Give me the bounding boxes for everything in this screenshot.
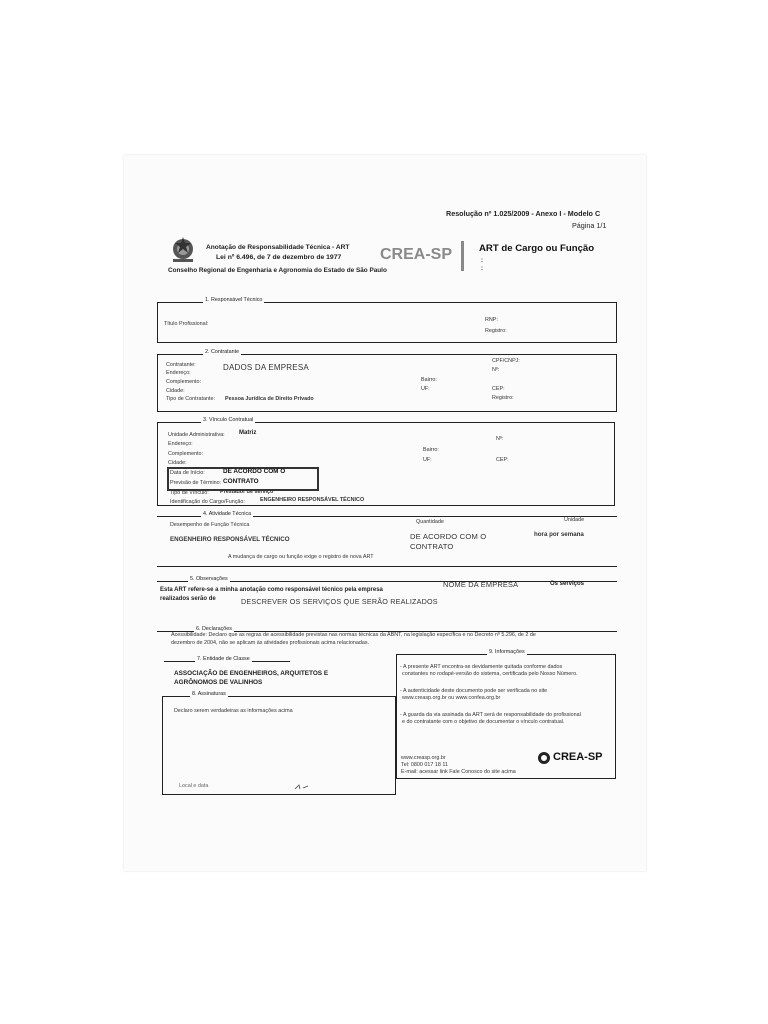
dados-empresa-text: DADOS DA EMPRESA bbox=[223, 363, 309, 372]
previsao-termino-value: CONTRATO bbox=[223, 478, 259, 485]
sec2-registro-label: Registro: bbox=[492, 395, 514, 401]
data-inicio-label: Data de Início: bbox=[170, 470, 205, 476]
descrever-servicos-text: DESCREVER OS SERVIÇOS QUE SERÃO REALIZADOS bbox=[241, 597, 438, 606]
sec3-numero-label: Nº: bbox=[496, 436, 504, 442]
titulo-profissional-label: Título Profissional: bbox=[164, 321, 209, 327]
rnp-label: RNP: bbox=[485, 317, 498, 323]
quantidade-value-line1: DE ACORDO COM O bbox=[410, 532, 487, 541]
sec2-bairro-label: Bairro: bbox=[421, 377, 437, 383]
observacoes-line1: Esta ART refere-se a minha anotação como responsável técnico pela empresa bbox=[160, 587, 383, 593]
doc-type-title: ART de Cargo ou Função bbox=[479, 243, 595, 254]
tipo-contratante-value: Pessoa Jurídica de Direito Privado bbox=[225, 396, 314, 402]
unidade-admin-label: Unidade Administrativa: bbox=[168, 432, 225, 438]
pagina-text: Página 1/1 bbox=[572, 221, 607, 230]
sec3-complemento-label: Complemento: bbox=[168, 451, 204, 457]
sec9-title: 9. Informações bbox=[489, 649, 525, 655]
sec1-title: 1. Responsável Técnico bbox=[205, 297, 263, 303]
data-inicio-value: DE ACORDO COM O bbox=[223, 468, 286, 475]
complemento-label: Complemento: bbox=[166, 379, 202, 385]
declaracao-line2: dezembro de 2004, não se aplicam às atividades profissionais acima relacionadas. bbox=[171, 640, 370, 646]
resolucao-text: Resolução nº 1.025/2009 - Anexo I - Modelo C bbox=[446, 209, 601, 218]
sec2-cep-label: CEP: bbox=[492, 386, 505, 392]
sec3-uf-label: UF: bbox=[423, 457, 432, 463]
sec3-endereco-label: Endereço: bbox=[168, 441, 193, 447]
sec6-title: 6. Declarações bbox=[196, 626, 232, 632]
header-divider bbox=[461, 241, 464, 271]
site-text: www.creasp.org.br bbox=[401, 755, 446, 761]
art-title-text: Anotação de Responsabilidade Técnica - ART bbox=[206, 244, 350, 251]
crea-sp-footer-text: CREA-SP bbox=[553, 751, 603, 763]
info1-line1: - A presente ART encontra-se devidamente quitada conforme dados bbox=[400, 664, 563, 670]
sec1-box bbox=[157, 302, 617, 343]
email-text: E-mail: acessar link Fale Conosco do site acima bbox=[401, 769, 516, 775]
sec4-title: 4. Atividade Técnica bbox=[203, 511, 252, 517]
sec2-title: 2. Contratante bbox=[205, 349, 240, 355]
tipo-vinculo-value: Prestador de serviço bbox=[220, 489, 274, 495]
info3-line2: e do contratante com o objetivo de documentar o vínculo contratual. bbox=[402, 719, 565, 725]
mudanca-text: A mudança de cargo ou função exige o registro de nova ART bbox=[228, 554, 374, 560]
colon-2: : bbox=[481, 266, 483, 272]
sec7-title: 7. Entidade de Classe bbox=[197, 656, 250, 662]
endereco-label: Endereço: bbox=[166, 370, 191, 376]
local-data-label: Local e data bbox=[179, 783, 209, 789]
crea-sp-footer-logo bbox=[537, 751, 609, 766]
desempenho-label: Desempenho de Função Técnica bbox=[170, 522, 250, 528]
lei-text: Lei nº 6.496, de 7 de dezembro de 1977 bbox=[216, 254, 342, 261]
signature-mark-icon bbox=[294, 783, 310, 791]
eng-resp-tecnico-text: ENGENHEIRO RESPONSÁVEL TÉCNICO bbox=[170, 536, 290, 543]
art-document-page bbox=[124, 155, 646, 871]
info1-line2: constantes no rodapé-versão do sistema, certificada pelo Nosso Número. bbox=[402, 671, 578, 677]
sec5-title: 5. Observações bbox=[190, 576, 228, 582]
quantidade-label: Quantidade bbox=[416, 519, 444, 525]
tel-text: Tel: 0800 017 18 11 bbox=[401, 762, 448, 768]
sec8-title: 8. Assinaturas bbox=[192, 691, 226, 697]
brasao-icon bbox=[168, 235, 198, 265]
sec4-bottom-rule bbox=[157, 566, 617, 567]
unidade-admin-value: Matriz bbox=[239, 430, 257, 436]
quantidade-value-line2: CONTRATO bbox=[410, 542, 454, 551]
ident-cargo-label: Identificação do Cargo/Função: bbox=[170, 499, 245, 505]
contratante-label: Contratante: bbox=[166, 362, 196, 368]
sec3-bairro-label: Bairro: bbox=[423, 447, 439, 453]
unidade-label: Unidade bbox=[564, 517, 585, 523]
sec2-uf-label: UF: bbox=[421, 386, 430, 392]
registro-label: Registro: bbox=[485, 328, 507, 334]
entidade-line1: ASSOCIAÇÃO DE ENGENHEIROS, ARQUITETOS E bbox=[174, 670, 329, 677]
tipo-vinculo-label: Tipo de Vínculo: bbox=[170, 490, 209, 496]
declaracao-line1: Acessibilidade: Declaro que as regras de acessibilidade previstas nas normas técnicas da ABNT, na legislação específica e no Decreto nº 5.296, de 2 de bbox=[171, 632, 536, 638]
horas-semana-text: hora por semana bbox=[534, 531, 584, 538]
tipo-contratante-label: Tipo de Contratante: bbox=[166, 396, 215, 402]
sec3-title: 3. Vínculo Contratual bbox=[203, 417, 254, 423]
nome-empresa-text: NOME DA EMPRESA bbox=[443, 580, 519, 589]
info3-line1: - A guarda da via assinada da ART será de responsabilidade do profissional bbox=[400, 712, 581, 718]
conselho-text: Conselho Regional de Engenharia e Agronomia do Estado de São Paulo bbox=[168, 267, 387, 274]
sec3-cidade-label: Cidade: bbox=[168, 460, 187, 466]
previsao-termino-label: Previsão de Término: bbox=[170, 480, 222, 486]
info2-line1: - A autenticidade deste documento pode ser verificada no site bbox=[400, 688, 548, 694]
crea-emblem-icon bbox=[537, 751, 551, 765]
os-servicos-text: Os serviços bbox=[550, 581, 585, 587]
cpf-cnpj-label: CPF/CNPJ: bbox=[492, 358, 520, 364]
sec3-cep-label: CEP: bbox=[496, 457, 509, 463]
declaro-text: Declaro serem verdadeiras as informações acima bbox=[174, 708, 293, 714]
info2-line2: www.creasp.org.br ou www.confea.org.br bbox=[402, 695, 501, 701]
sec2-numero-label: Nº: bbox=[492, 367, 500, 373]
observacoes-line2: realizados serão de bbox=[160, 596, 216, 602]
entidade-line2: AGRÔNOMOS DE VALINHOS bbox=[174, 679, 263, 686]
colon-1: : bbox=[481, 258, 483, 264]
crea-sp-header-logo: CREA-SP bbox=[380, 246, 453, 263]
ident-cargo-value: ENGENHEIRO RESPONSÁVEL TÉCNICO bbox=[260, 497, 365, 503]
cidade-label: Cidade: bbox=[166, 388, 185, 394]
